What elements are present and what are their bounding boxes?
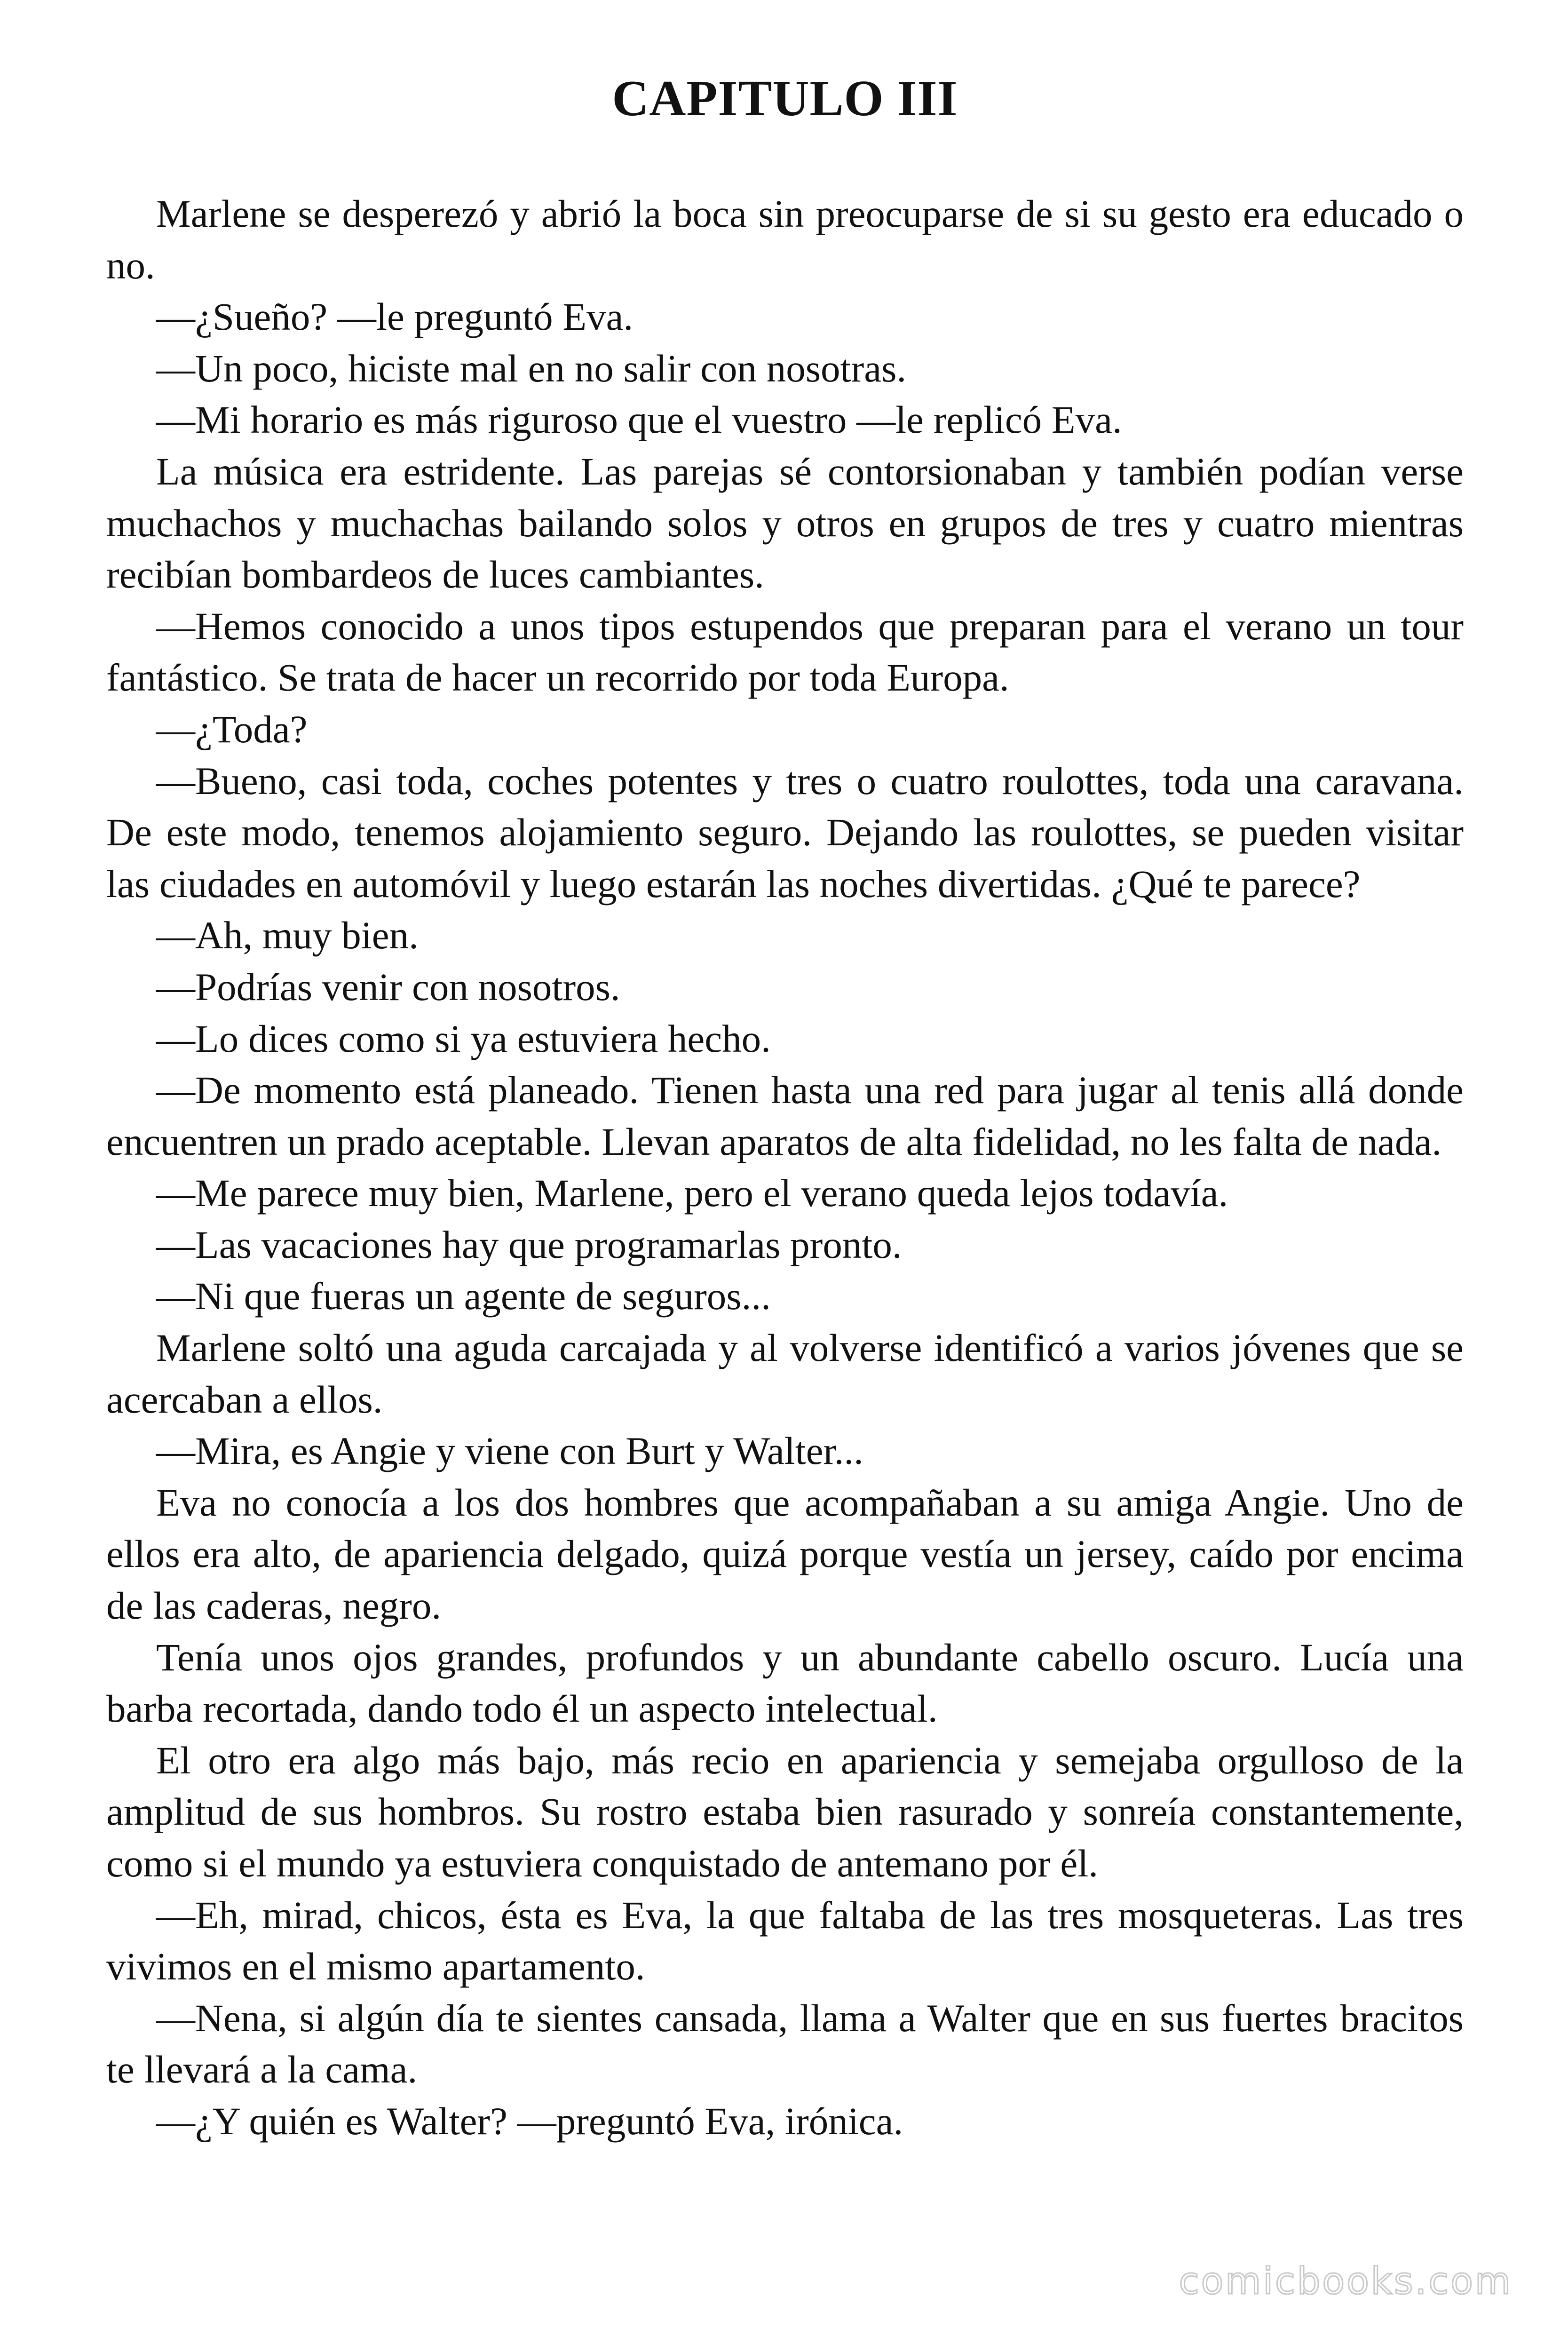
paragraph: —Podrías venir con nosotros. <box>156 965 620 1009</box>
paragraph: —De momento está planeado. Tienen hasta una red para jugar al tenis allá donde encuentren un prado aceptable. Llevan aparatos de alta fidelidad, no les falta de nada. <box>106 1068 1464 1163</box>
paragraph: —¿Toda? <box>156 707 308 751</box>
paragraph: —Un poco, hiciste mal en no salir con nosotras. <box>156 346 907 390</box>
paragraph: Marlene se desperezó y abrió la boca sin preocuparse de si su gesto era educado o no. <box>106 192 1464 287</box>
paragraph: —Mi horario es más riguroso que el vuestro —le replicó Eva. <box>156 398 1122 442</box>
paragraph: Eva no conocía a los dos hombres que acompañaban a su amiga Angie. Uno de ellos era alto, de apariencia delgado, quizá porque vestía un jersey, caído por encima de las caderas, negro. <box>106 1480 1464 1628</box>
book-page <box>106 0 1464 2352</box>
chapter-title: CAPITULO III <box>612 71 958 127</box>
paragraph: —Mira, es Angie y viene con Burt y Walter... <box>156 1429 863 1473</box>
paragraph: Marlene soltó una aguda carcajada y al volverse identificó a varios jóvenes que se acercaban a ellos. <box>106 1326 1464 1421</box>
watermark: comicbooks.com <box>1179 2260 1513 2303</box>
paragraph: —Ni que fueras un agente de seguros... <box>156 1274 771 1318</box>
paragraph: —Lo dices como si ya estuviera hecho. <box>156 1017 771 1060</box>
paragraph: —Ah, muy bien. <box>156 914 419 957</box>
paragraph: —Bueno, casi toda, coches potentes y tres o cuatro roulottes, toda una caravana. De este modo, tenemos alojamiento seguro. Dejando las roulottes, se pueden visitar las ciudades en automóvil y luego estarán las noches divertidas. ¿Qué te parece? <box>106 759 1464 906</box>
paragraph: —Eh, mirad, chicos, ésta es Eva, la que faltaba de las tres mosqueteras. Las tres vivimos en el mismo apartamento. <box>106 1893 1464 1988</box>
paragraph: —Me parece muy bien, Marlene, pero el verano queda lejos todavía. <box>156 1171 1228 1215</box>
paragraph: El otro era algo más bajo, más recio en apariencia y semejaba orgulloso de la amplitud de sus hombros. Su rostro estaba bien rasurado y sonreía constantemente, como si el mundo ya estuviera conquistado de antemano por él. <box>106 1738 1464 1885</box>
paragraph: —¿Y quién es Walter? —preguntó Eva, irónica. <box>156 2099 903 2143</box>
paragraph: —Hemos conocido a unos tipos estupendos que preparan para el verano un tour fantástico. Se trata de hacer un recorrido por toda Europa. <box>106 604 1464 699</box>
paragraph: Tenía unos ojos grandes, profundos y un abundante cabello oscuro. Lucía una barba recortada, dando todo él un aspecto intelectual. <box>106 1635 1464 1731</box>
paragraph: —¿Sueño? —le preguntó Eva. <box>156 295 634 339</box>
paragraph: —Las vacaciones hay que programarlas pronto. <box>156 1223 902 1266</box>
paragraph: —Nena, si algún día te sientes cansada, llama a Walter que en sus fuertes bracitos te llevará a la cama. <box>106 1996 1464 2091</box>
paragraph: La música era estridente. Las parejas sé contorsionaban y también podían verse muchachos y muchachas bailando solos y otros en grupos de tres y cuatro mientras recibían bombardeos de luces cambiantes. <box>106 449 1464 596</box>
chapter-body <box>106 188 1464 2147</box>
